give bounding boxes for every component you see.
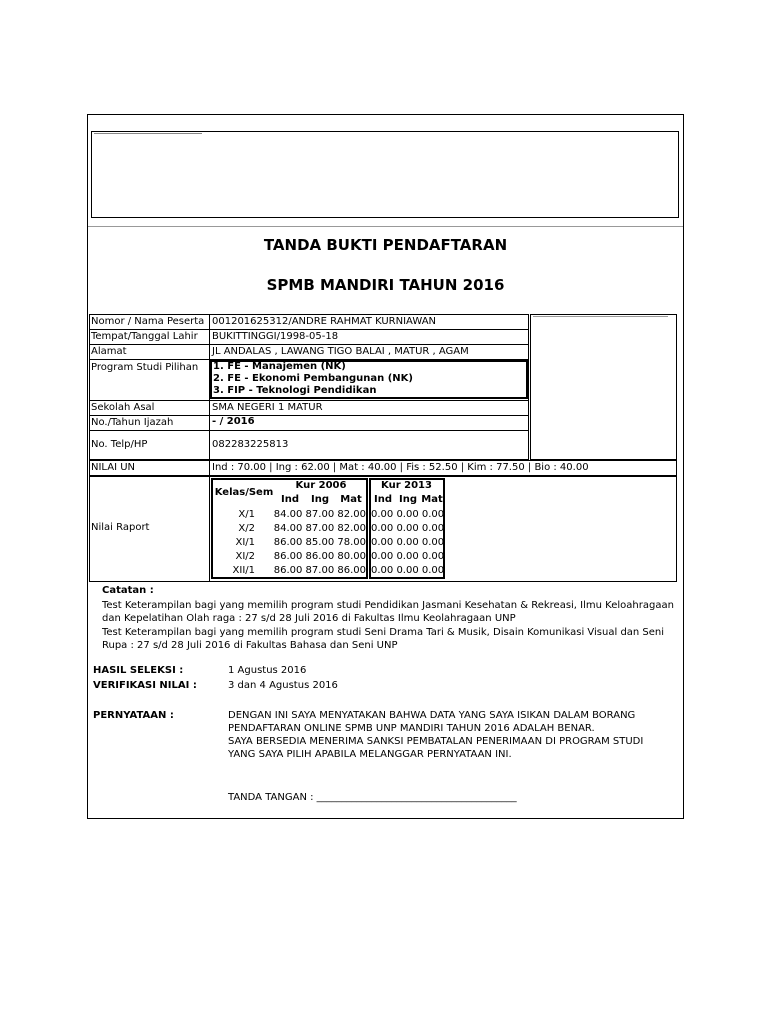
pernyataan-label: PERNYATAAN : (93, 710, 174, 721)
raport-k2013: 0.00 0.00 0.00 (371, 523, 445, 534)
catatan-line: Rupa : 27 s/d 28 Juli 2016 di Fakultas Bahasa dan Seni UNP (102, 640, 398, 651)
catatan-line: dan Kepelatihan Olah raga : 27 s/d 28 Juli 2016 di Fakultas Ilmu Keolahragaan UNP (102, 613, 516, 624)
ttl-value: BUKITTINGGI/1998-05-18 (212, 331, 339, 342)
telp-label: No. Telp/HP (91, 439, 148, 450)
photo-box (530, 314, 677, 460)
document-subtitle: SPMB MANDIRI TAHUN 2016 (266, 276, 505, 294)
kur2006-subject-ind: Ind (281, 494, 299, 505)
telp-value: 082283225813 (212, 439, 289, 450)
pernyataan-line: DENGAN INI SAYA MENYATAKAN BAHWA DATA YANG SAYA ISIKAN DALAM BORANG (228, 710, 636, 721)
sekolah-value: SMA NEGERI 1 MATUR (212, 402, 323, 413)
raport-k2006: 84.00 87.00 82.00 (273, 523, 366, 534)
document-title: TANDA BUKTI PENDAFTARAN (263, 236, 508, 254)
kur2006-subject-mat: Mat (340, 494, 362, 505)
kelas-sem-header: Kelas/Sem (214, 487, 274, 498)
kur2013-subject-mat: Mat (421, 494, 443, 505)
raport-k2013: 0.00 0.00 0.00 (371, 509, 445, 520)
nomor-label: Nomor / Nama Peserta (91, 316, 205, 327)
ttl-label: Tempat/Tanggal Lahir (91, 331, 198, 342)
pernyataan-line: SAYA BERSEDIA MENERIMA SANKSI PEMBATALAN PENERIMAAN DI PROGRAM STUDI (228, 736, 644, 747)
tanda-tangan-line: TANDA TANGAN : ________________________________________ (228, 792, 517, 803)
raport-k2013: 0.00 0.00 0.00 (371, 565, 445, 576)
kur2013-subject-ind: Ind (374, 494, 392, 505)
nilai-raport-label: Nilai Raport (91, 522, 150, 533)
raport-k2006: 86.00 87.00 86.00 (273, 565, 366, 576)
nomor-value: 001201625312/ANDRE RAHMAT KURNIAWAN (212, 316, 437, 327)
raport-kelas: X/1 (238, 509, 255, 520)
verifikasi-label: VERIFIKASI NILAI : (93, 680, 197, 691)
prodi-choice-3: 3. FIP - Teknologi Pendidikan (213, 385, 377, 396)
verifikasi-value: 3 dan 4 Agustus 2016 (228, 680, 338, 691)
raport-kelas: XI/2 (235, 551, 255, 562)
pernyataan-line: YANG SAYA PILIH APABILA MELANGGAR PERNYATAAN INI. (228, 749, 512, 760)
alamat-label: Alamat (91, 346, 127, 357)
raport-kelas: XII/1 (232, 565, 255, 576)
kur2006-subject-ing: Ing (311, 494, 329, 505)
header-image-box (91, 131, 679, 218)
prodi-choice-2: 2. FE - Ekonomi Pembangunan (NK) (213, 373, 413, 384)
nilai-un-label: NILAI UN (91, 462, 135, 473)
catatan-line: Test Keterampilan bagi yang memilih program studi Seni Drama Tari & Musik, Disain Komunikasi Visual dan Seni (102, 627, 665, 638)
raport-k2006: 84.00 87.00 82.00 (273, 509, 366, 520)
ijazah-value: - / 2016 (212, 416, 255, 427)
raport-k2006: 86.00 86.00 80.00 (273, 551, 366, 562)
header-divider (88, 226, 683, 227)
nilai-un-value: Ind : 70.00 | Ing : 62.00 | Mat : 40.00 | Fis : 52.50 | Kim : 77.50 | Bio : 40.00 (212, 462, 589, 473)
ijazah-label: No./Tahun Ijazah (91, 417, 174, 428)
hasil-seleksi-label: HASIL SELEKSI : (93, 665, 184, 676)
raport-kelas: X/2 (238, 523, 255, 534)
sekolah-label: Sekolah Asal (91, 402, 155, 413)
raport-k2013: 0.00 0.00 0.00 (371, 537, 445, 548)
kur2013-subject-ing: Ing (399, 494, 417, 505)
hasil-seleksi-value: 1 Agustus 2016 (228, 665, 307, 676)
catatan-line: Test Keterampilan bagi yang memilih program studi Pendidikan Jasmani Kesehatan & Rekreasi, Ilmu Keloahragaan (102, 600, 674, 611)
raport-kelas: XI/1 (235, 537, 255, 548)
prodi-choice-1: 1. FE - Manajemen (NK) (213, 361, 346, 372)
prodi-label: Program Studi Pilihan (91, 362, 199, 373)
catatan-title: Catatan : (102, 585, 154, 596)
kur2013-header: Kur 2013 (381, 480, 432, 491)
alamat-value: JL ANDALAS , LAWANG TIGO BALAI , MATUR , AGAM (212, 346, 469, 357)
kur2006-header: Kur 2006 (295, 480, 347, 491)
raport-k2006: 86.00 85.00 78.00 (273, 537, 366, 548)
raport-k2013: 0.00 0.00 0.00 (371, 551, 445, 562)
pernyataan-line: PENDAFTARAN ONLINE SPMB UNP MANDIRI TAHUN 2016 ADALAH BENAR. (228, 723, 595, 734)
